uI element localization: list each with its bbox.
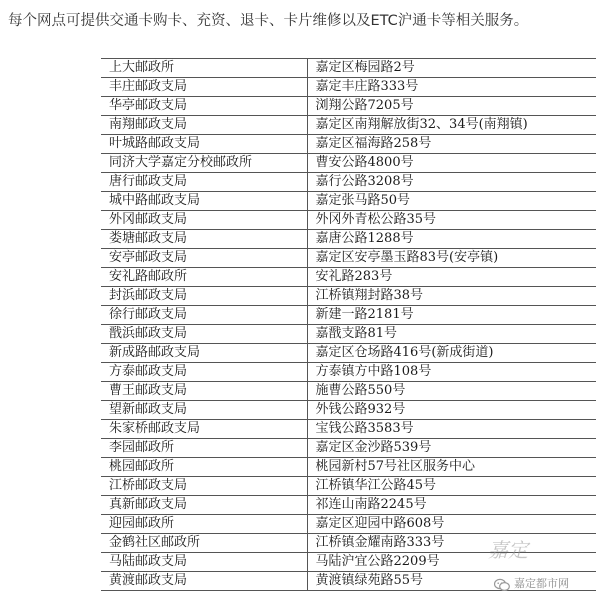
- table-row: [101, 116, 596, 135]
- intro-text: 每个网点可提供交通卡购卡、充资、退卡、卡片维修以及ETC沪通卡等相关服务。: [8, 13, 529, 29]
- table-row: [101, 477, 596, 496]
- outlet-address: 祁连山南路2245号: [307, 496, 596, 515]
- watermark-source: 嘉定都市网: [514, 577, 569, 590]
- table-row: [101, 135, 596, 154]
- table-row: [101, 439, 596, 458]
- outlet-name: 徐行邮政支局: [101, 306, 307, 325]
- outlet-address: 嘉定区安亭墨玉路83号(安亭镇): [307, 249, 596, 268]
- table-row: [101, 325, 596, 344]
- outlet-name: 江桥邮政支局: [101, 477, 307, 496]
- table-row: [101, 287, 596, 306]
- outlet-name: 华亭邮政支局: [101, 97, 307, 116]
- outlet-address: 嘉定区福海路258号: [307, 135, 596, 154]
- table-row: [101, 363, 596, 382]
- outlet-address: 曹安公路4800号: [307, 154, 596, 173]
- table-row: [101, 211, 596, 230]
- outlet-address: 江桥镇华江公路45号: [307, 477, 596, 496]
- outlet-address: 马陆沪宜公路2209号: [307, 553, 596, 572]
- outlet-address: 嘉定丰庄路333号: [307, 78, 596, 97]
- outlet-name: 外冈邮政支局: [101, 211, 307, 230]
- outlet-address: 嘉定区仓场路416号(新成街道): [307, 344, 596, 363]
- outlet-name: 安亭邮政支局: [101, 249, 307, 268]
- outlet-name: 城中路邮政支局: [101, 192, 307, 211]
- table-row: [101, 382, 596, 401]
- outlet-address: 嘉定区梅园路2号: [307, 59, 596, 78]
- outlet-name: 曹王邮政支局: [101, 382, 307, 401]
- outlet-table: [101, 58, 596, 591]
- outlet-address: 桃园新村57号社区服务中心: [307, 458, 596, 477]
- outlet-name: 黄渡邮政支局: [101, 572, 307, 591]
- table-row: [101, 496, 596, 515]
- outlet-name: 安礼路邮政所: [101, 268, 307, 287]
- outlet-address: 安礼路283号: [307, 268, 596, 287]
- outlet-address: 方泰镇方中路108号: [307, 363, 596, 382]
- outlet-address: 嘉定区迎园中路608号: [307, 515, 596, 534]
- table-row: [101, 192, 596, 211]
- outlet-name: 娄塘邮政支局: [101, 230, 307, 249]
- outlet-name: 叶城路邮政支局: [101, 135, 307, 154]
- table-row: [101, 458, 596, 477]
- outlet-name: 同济大学嘉定分校邮政所: [101, 154, 307, 173]
- table-row: [101, 173, 596, 192]
- outlet-table-body: [101, 59, 596, 591]
- outlet-name: 金鹤社区邮政所: [101, 534, 307, 553]
- table-row: [101, 344, 596, 363]
- outlet-name: 唐行邮政支局: [101, 173, 307, 192]
- table-row: [101, 154, 596, 173]
- outlet-name: 封浜邮政支局: [101, 287, 307, 306]
- outlet-name: 方泰邮政支局: [101, 363, 307, 382]
- table-row: [101, 401, 596, 420]
- table-row: [101, 268, 596, 287]
- outlet-name: 上大邮政所: [101, 59, 307, 78]
- outlet-name: 戬浜邮政支局: [101, 325, 307, 344]
- outlet-address: 外冈外青松公路35号: [307, 211, 596, 230]
- outlet-address: 嘉定区金沙路539号: [307, 439, 596, 458]
- outlet-address: 嘉戬支路81号: [307, 325, 596, 344]
- outlet-address: 新建一路2181号: [307, 306, 596, 325]
- outlet-address: 黄渡镇绿苑路55号: [307, 572, 596, 591]
- outlet-name: 桃园邮政所: [101, 458, 307, 477]
- outlet-address: 江桥镇翔封路38号: [307, 287, 596, 306]
- outlet-name: 丰庄邮政支局: [101, 78, 307, 97]
- outlet-address: 嘉唐公路1288号: [307, 230, 596, 249]
- table-row: [101, 230, 596, 249]
- outlet-name: 真新邮政支局: [101, 496, 307, 515]
- table-row: [101, 420, 596, 439]
- watermark: [488, 536, 603, 607]
- outlet-address: 嘉定张马路50号: [307, 192, 596, 211]
- outlet-address: 施曹公路550号: [307, 382, 596, 401]
- outlet-name: 望新邮政支局: [101, 401, 307, 420]
- outlet-address: 外钱公路932号: [307, 401, 596, 420]
- outlet-name: 新成路邮政支局: [101, 344, 307, 363]
- outlet-name: 南翔邮政支局: [101, 116, 307, 135]
- outlet-name: 迎园邮政所: [101, 515, 307, 534]
- outlet-name: 朱家桥邮政支局: [101, 420, 307, 439]
- table-row: [101, 78, 596, 97]
- outlet-address: 嘉定区南翔解放街32、34号(南翔镇): [307, 116, 596, 135]
- outlet-address: 嘉行公路3208号: [307, 173, 596, 192]
- outlet-table-container: [101, 58, 596, 591]
- outlet-address: 宝钱公路3583号: [307, 420, 596, 439]
- table-row: [101, 97, 596, 116]
- wechat-icon: [494, 577, 510, 591]
- table-row: [101, 306, 596, 325]
- table-row: [101, 59, 596, 78]
- outlet-name: 马陆邮政支局: [101, 553, 307, 572]
- outlet-address: 浏翔公路7205号: [307, 97, 596, 116]
- outlet-address: 江桥镇金耀南路333号: [307, 534, 596, 553]
- table-row: [101, 515, 596, 534]
- table-row: [101, 249, 596, 268]
- outlet-name: 李园邮政所: [101, 439, 307, 458]
- watermark-logo: 嘉定: [488, 538, 528, 562]
